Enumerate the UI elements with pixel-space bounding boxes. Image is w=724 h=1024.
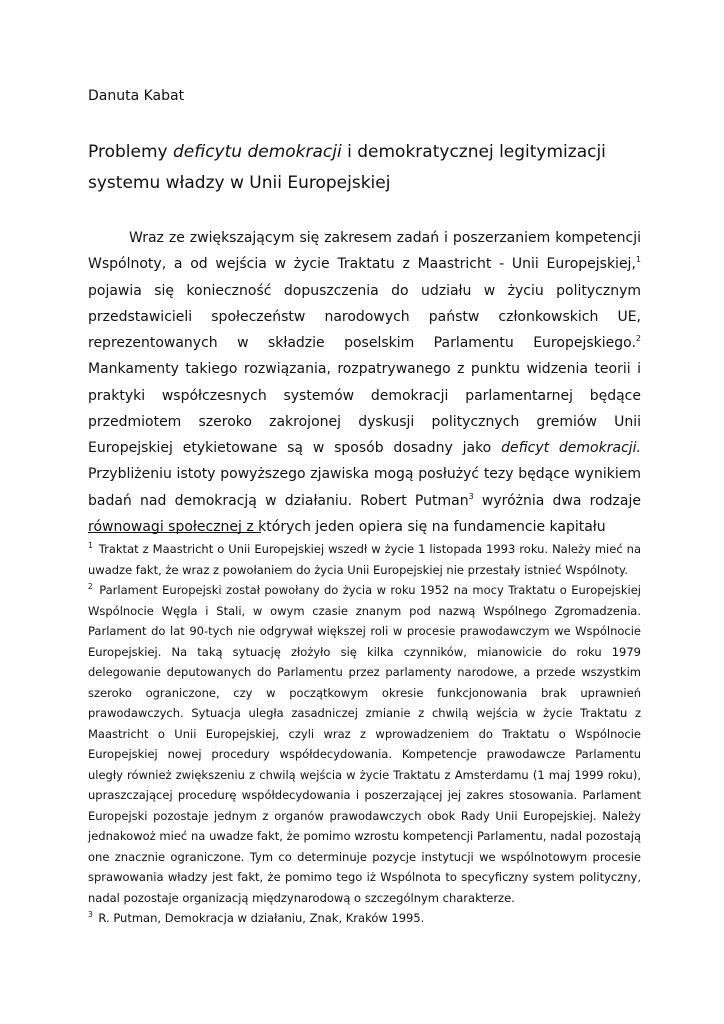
footnote-marker: 2 [88,582,93,591]
main-paragraph [88,225,641,540]
title-text-start: Problemy [88,142,173,162]
article-title [88,137,641,199]
footnote-separator [88,532,261,533]
paragraph-text-part-4: Przybliżeniu istoty powyższego zjawiska mogą posłużyć tezy będące wynikiem badań nad demokracją w działaniu. Robert Putman [88,466,641,509]
footnote-reference-2: 2 [635,334,641,343]
footnote-reference-1: 1 [635,255,641,265]
footnote-text: R. Putman, Demokracja w działaniu, Znak, Kraków 1995. [94,911,425,925]
paragraph-text-part-1: Wraz ze zwiększającym się zakresem zadań i poszerzaniem kompetencji Wspólnoty, a od wejścia w życie Traktatu z Maastricht - Unii Europejskiej, [88,230,641,273]
footnote-text: Traktat z Maastricht o Unii Europejskiej wszedł w życie 1 listopada 1993 roku. Należy mieć na uwadze fakt, że wraz z powołaniem do życia Unii Europejskiej nie przestały istnieć Wspólnoty. [88,542,641,577]
paragraph-text-part-2: pojawia się konieczność dopuszczenia do udziału w życiu politycznym przedstawicieli społeczeństw narodowych państw członkowskich UE, reprezentowanych w składzie poselskim Parlamentu Europejskiego. [88,282,641,351]
footnote-3 [88,908,641,929]
paragraph-text-part-5: wyróżnia dwa rodzaje równowagi społecznej z których jeden opiera się na fundamencie kapitału [88,492,641,535]
footnote-1 [88,539,641,580]
footnote-reference-3: 3 [468,491,474,501]
author-name: Danuta Kabat [88,88,185,104]
footnote-text: Parlament Europejski został powołany do życia w roku 1952 na mocy Traktatu o Europejskiej Wspólnocie Węgla i Stali, w owym czasie znanym pod nazwą Wspólnego Zgromadzenia. Parlament do lat 90-tych nie odgrywał większej roli w procesie prawodawczym we Wspólnocie Europejskiej. Na taką sytuację złożyło się kilka czynników, mianowicie do roku 1979 delegowanie deputowanych do Parlamentu przez parlamenty narodowe, a przede wszystkim szeroko ograniczone, czy w początkowym okresie funkcjonowania brak uprawnień prawodawczych. Sytuacja uległa zasadniczej zmianie z chwilą wejścia w życie Traktatu z Maastricht o Unii Europejskiej, czyli wraz z wprowadzeniem do Traktatu o Wspólnocie Europejskiej nowej procedury współdecydowania. Kompetencje prawodawcze Parlamentu uległy również zwiększeniu z chwilą wejścia w życie Traktatu z Amsterdamu (1 maj 1999 roku), upraszczającej procedurę współdecydowania i poszerzającej jej zakres stosowania. Parlament Europejski pozostaje jednym z organów prawodawczych obok Rady Unii Europejskiej. Należy jednakowoż mieć na uwadze fakt, że pomimo wzrostu kompetencji Parlamentu, nadal pozostają one znacznie ograniczone. Tym co determinuje pozycje instytucji we wspólnotowym procesie sprawowania władzy jest fakt, że pomimo tego iż Wspólnota to specyficzny system polityczny, nadal pozostaje organizacją międzynarodową o szczególnym charakterze. [88,583,641,905]
footnote-marker: 3 [88,910,93,919]
paragraph-text-part-3: Mankamenty takiego rozwiązania, rozpatrywanego z punktu widzenia teorii i praktyki współczesnych systemów demokracji parlamentarnej będące przedmiotem szeroko zakrojonej dyskusji politycznych gremiów Unii Europejskiej etykietowane są w sposób dosadny jako [88,361,641,456]
footnote-marker: 1 [88,541,93,550]
title-text-end: i demokratycznej legitymizacji systemu władzy w Unii Europejskiej [88,142,606,193]
footnotes-section [88,539,641,929]
title-italic-phrase: deficytu demokracji [172,142,342,162]
paragraph-italic-phrase: deficyt demokracji. [501,440,641,456]
footnote-2 [88,580,641,908]
